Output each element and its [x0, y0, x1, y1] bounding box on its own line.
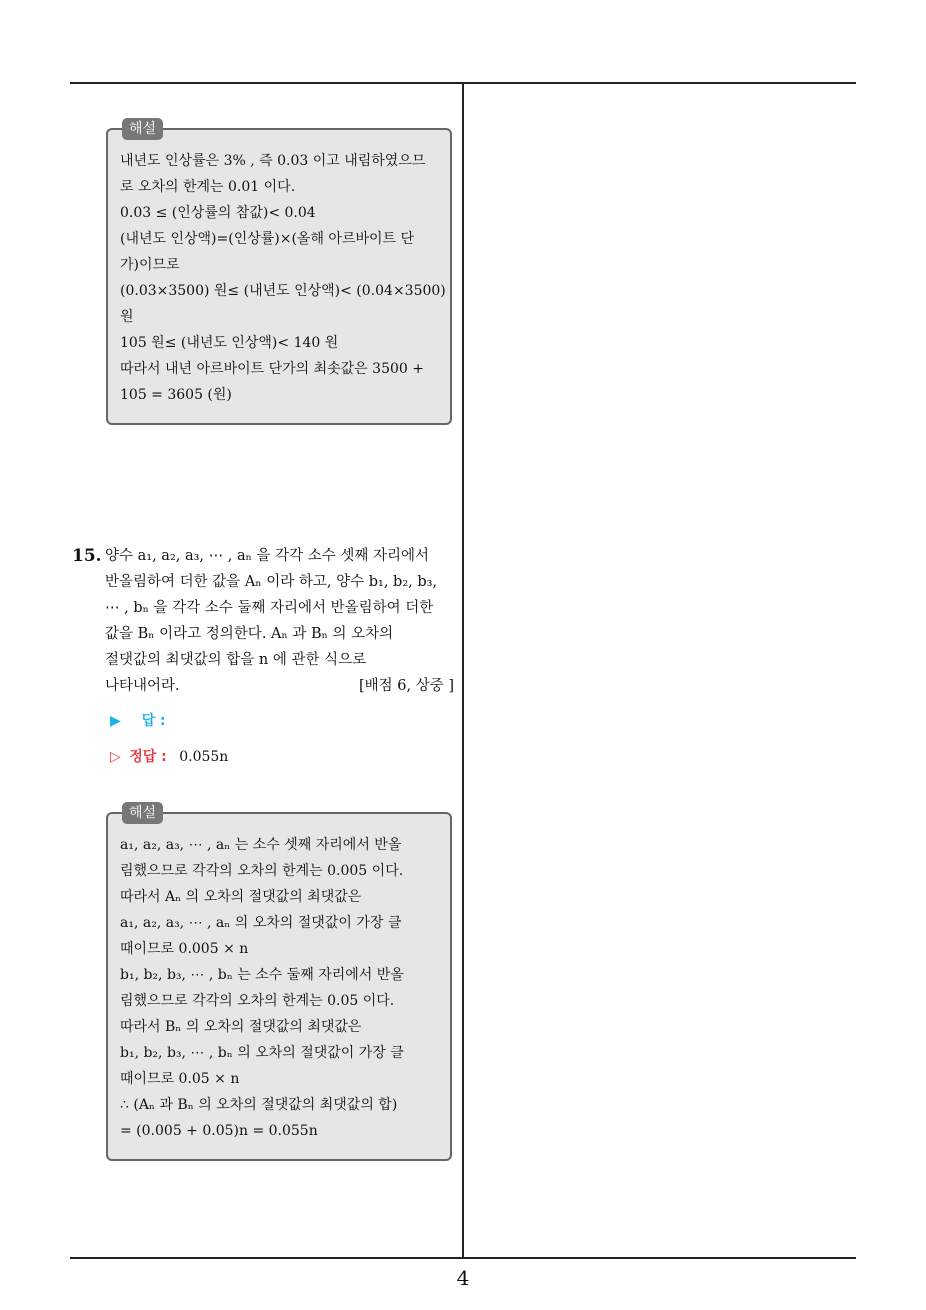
problem-last-line	[105, 673, 454, 699]
correct-answer-label: 정답 :	[129, 749, 167, 765]
problem-15	[72, 543, 454, 699]
solution-line: 때이므로 0.005 × n	[120, 941, 249, 957]
solution-line: (내년도 인상액)=(인상률)×(올해 아르바이트 단	[120, 231, 415, 247]
solution-line: (0.03×3500) 원≤ (내년도 인상액)< (0.04×3500)	[120, 283, 446, 299]
solution-line: 따라서 Bₙ 의 오차의 절댓값의 최댓값은	[120, 1019, 362, 1035]
solution-line: 105 원≤ (내년도 인상액)< 140 원	[120, 335, 339, 351]
problem-line: 반올림하여 더한 값을 Aₙ 이라 하고, 양수 b₁, b₂, b₃,	[105, 574, 438, 590]
explanation-box-14	[106, 121, 452, 425]
solution-line: 때이므로 0.05 × n	[120, 1071, 240, 1087]
solution-line: 림했으므로 각각의 오차의 한계는 0.005 이다.	[120, 863, 404, 879]
solution-line: 내년도 인상률은 3% , 즉 0.03 이고 내림하였으므	[120, 153, 426, 169]
solution-line: a₁, a₂, a₃, ⋯ , aₙ 는 소수 셋째 자리에서 반올	[120, 837, 402, 853]
problem-line: ⋯ , bₙ 을 각각 소수 둘째 자리에서 반올림하여 더한	[105, 600, 434, 616]
solution-line: ∴ (Aₙ 과 Bₙ 의 오차의 절댓값의 최댓값의 합)	[120, 1097, 398, 1113]
correct-answer-value: 0.055n	[179, 749, 229, 765]
explanation-box-15	[106, 805, 452, 1161]
solution-line: 로 오차의 한계는 0.01 이다.	[120, 179, 296, 195]
problem-line: 절댓값의 최댓값의 합을 n 에 관한 식으로	[105, 652, 367, 668]
solution-line: 105 = 3605 (원)	[120, 387, 232, 403]
page-number: 4	[456, 1266, 470, 1290]
problem-line: 값을 Bₙ 이라고 정의한다. Aₙ 과 Bₙ 의 오차의	[105, 626, 394, 642]
solution-line: 따라서 Aₙ 의 오차의 절댓값의 최댓값은	[120, 889, 362, 905]
answer-row	[110, 710, 166, 730]
solution-line: b₁, b₂, b₃, ⋯ , bₙ 의 오차의 절댓값이 가장 클	[120, 1045, 404, 1061]
correct-answer-row	[110, 746, 228, 766]
solution-line: a₁, a₂, a₃, ⋯ , aₙ 의 오차의 절댓값이 가장 클	[120, 915, 402, 931]
solution-line: = (0.005 + 0.05)n = 0.055n	[120, 1123, 318, 1139]
score-difficulty: [배점 6, 상중 ]	[358, 678, 454, 694]
answer-label: 답 :	[141, 713, 166, 729]
solution-line: 원	[120, 309, 134, 325]
solution-line: b₁, b₂, b₃, ⋯ , bₙ 는 소수 둘째 자리에서 반올	[120, 967, 404, 983]
play-triangle-icon: ▶	[110, 713, 121, 729]
problem-text	[105, 543, 454, 699]
column-divider	[462, 82, 464, 1259]
solution-line: 가)이므로	[120, 257, 180, 273]
solution-line: 0.03 ≤ (인상률의 참값)< 0.04	[120, 205, 316, 221]
solution-line: 따라서 내년 아르바이트 단가의 최솟값은 3500 +	[120, 361, 424, 377]
solution-line: 림했으므로 각각의 오차의 한계는 0.05 이다.	[120, 993, 395, 1009]
explanation-tag: 해설	[122, 802, 163, 824]
problem-number: 15.	[72, 546, 102, 566]
outline-triangle-icon: ▷	[110, 749, 121, 765]
problem-line: 나타내어라.	[105, 678, 180, 694]
bottom-rule	[70, 1257, 856, 1259]
problem-line: 양수 a₁, a₂, a₃, ⋯ , aₙ 을 각각 소수 셋째 자리에서	[105, 548, 430, 564]
explanation-tag: 해설	[122, 118, 163, 140]
